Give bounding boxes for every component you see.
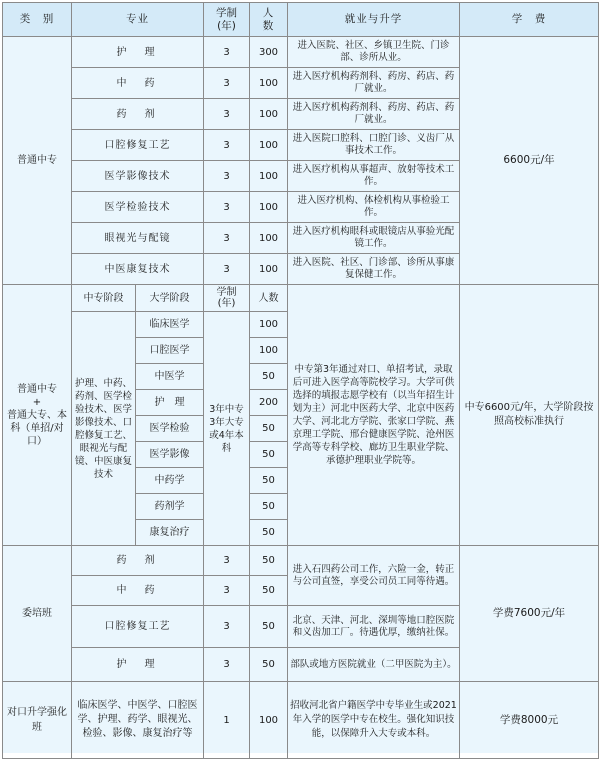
table-row — [3, 546, 599, 576]
daxue-major-cell: 康复治疗 — [136, 520, 204, 546]
employment-cell: 进入医疗机构药剂科、药房、药店、药厂就业。 — [288, 99, 460, 130]
major-cell: 医学检验技术 — [72, 192, 204, 223]
count-cell: 100 — [250, 130, 288, 161]
employment-cell: 进入医疗机构药剂科、药房、药店、药厂就业。 — [288, 68, 460, 99]
duikou-majors: 临床医学、中医学、口腔医学、护理、药学、眼视光、检验、影像、康复治疗等 — [72, 682, 204, 759]
category-putong: 普通中专 — [3, 37, 72, 285]
table-row — [3, 37, 599, 68]
daxue-major-cell: 医学检验 — [136, 416, 204, 442]
employment-cell: 进入医院、社区、乡镇卫生院、门诊部、诊所从业。 — [288, 37, 460, 68]
category-benke: 普通中专 + 普通大专、本科（单招/对口） — [3, 285, 72, 546]
employment-cell: 进入医疗机构眼科或眼镜店从事验光配镜工作。 — [288, 223, 460, 254]
years-cell: 3 — [204, 648, 250, 682]
count-cell: 200 — [250, 390, 288, 416]
weipei-employment-2: 北京、天津、河北、深圳等地口腔医院和义齿加工厂。待遇优厚，缴纳社保。 — [288, 606, 460, 648]
count-cell: 50 — [250, 442, 288, 468]
header-employment: 就业与升学 — [288, 3, 460, 37]
years-cell: 3 — [204, 192, 250, 223]
count-cell: 100 — [250, 312, 288, 338]
years-cell: 3 — [204, 254, 250, 285]
fee-duikou: 学费8000元 — [460, 682, 599, 759]
years-cell: 3 — [204, 606, 250, 648]
count-cell: 100 — [250, 99, 288, 130]
header-fee: 学 费 — [460, 3, 599, 37]
employment-cell: 进入医院、社区、门诊部、诊所从事康复保健工作。 — [288, 254, 460, 285]
count-cell: 300 — [250, 37, 288, 68]
daxue-major-cell: 临床医学 — [136, 312, 204, 338]
category-duikou: 对口升学强化班 — [3, 682, 72, 759]
enrollment-table — [2, 2, 598, 753]
count-cell: 100 — [250, 254, 288, 285]
subheader-zhongzhuan: 中专阶段 — [72, 285, 136, 312]
daxue-major-cell: 中药学 — [136, 468, 204, 494]
table-row — [3, 682, 599, 759]
header-duration: 学制 (年) — [204, 3, 250, 37]
daxue-major-cell: 护 理 — [136, 390, 204, 416]
fee-benke: 中专6600元/年，大学阶段按照高校标准执行 — [460, 285, 599, 546]
header-count: 人 数 — [250, 3, 288, 37]
fee-putong: 6600元/年 — [460, 37, 599, 285]
years-cell: 3 — [204, 99, 250, 130]
major-cell: 药 剂 — [72, 99, 204, 130]
years-cell: 3 — [204, 68, 250, 99]
major-cell: 药 剂 — [72, 546, 204, 576]
count-cell: 100 — [250, 682, 288, 759]
years-cell: 3 — [204, 576, 250, 606]
major-cell: 中 药 — [72, 576, 204, 606]
years-cell: 3 — [204, 223, 250, 254]
count-cell: 50 — [250, 520, 288, 546]
major-cell: 中 药 — [72, 68, 204, 99]
employment-cell: 进入医院口腔科、口腔门诊、义齿厂从事技术工作。 — [288, 130, 460, 161]
weipei-employment-3: 部队或地方医院就业（二甲医院为主）。 — [288, 648, 460, 682]
benke-years: 3年中专 3年大专或4年本科 — [204, 312, 250, 546]
subheader-count: 人数 — [250, 285, 288, 312]
category-weipei: 委培班 — [3, 546, 72, 682]
count-cell: 50 — [250, 648, 288, 682]
subheader-years: 学制 (年) — [204, 285, 250, 312]
major-cell: 护 理 — [72, 648, 204, 682]
years-cell: 1 — [204, 682, 250, 759]
daxue-major-cell: 口腔医学 — [136, 338, 204, 364]
benke-employment: 中专第3年通过对口、单招考试，录取后可进入医学高等院校学习。大学可供选择的填报志愿学校有（以当年招生计划为主）河北中医药大学、北京中医药大学、河北北方学院、张家口学院、燕京理工学院、邢台健康医学院、沧州医学高等专科学校、廊坊卫生职业学院、承德护理职业学院等。 — [288, 285, 460, 546]
count-cell: 50 — [250, 416, 288, 442]
major-cell: 眼视光与配镜 — [72, 223, 204, 254]
enrollment-grid — [2, 2, 599, 759]
benke-subheader-row — [3, 285, 599, 312]
zhongzhuan-majors: 护理、中药、药剂、医学检验技术、医学影像技术、口腔修复工艺、眼视光与配镜、中医康复技术 — [72, 312, 136, 546]
weipei-employment-1: 进入石四药公司工作，六险一金，转正与公司直签，享受公司员工同等待遇。 — [288, 546, 460, 606]
header-row — [3, 3, 599, 37]
employment-cell: 进入医疗机构从事超声、放射等技术工作。 — [288, 161, 460, 192]
count-cell: 100 — [250, 68, 288, 99]
count-cell: 50 — [250, 606, 288, 648]
count-cell: 50 — [250, 468, 288, 494]
count-cell: 50 — [250, 576, 288, 606]
count-cell: 50 — [250, 494, 288, 520]
major-cell: 口腔修复工艺 — [72, 130, 204, 161]
years-cell: 3 — [204, 546, 250, 576]
daxue-major-cell: 医学影像 — [136, 442, 204, 468]
count-cell: 50 — [250, 546, 288, 576]
count-cell: 100 — [250, 338, 288, 364]
daxue-major-cell: 药剂学 — [136, 494, 204, 520]
major-cell: 医学影像技术 — [72, 161, 204, 192]
count-cell: 100 — [250, 161, 288, 192]
years-cell: 3 — [204, 161, 250, 192]
count-cell: 100 — [250, 223, 288, 254]
major-cell: 口腔修复工艺 — [72, 606, 204, 648]
major-cell: 中医康复技术 — [72, 254, 204, 285]
fee-weipei: 学费7600元/年 — [460, 546, 599, 682]
duikou-employment: 招收河北省户籍医学中专毕业生或2021年入学的医学中专在校生。强化知识技能，以保障升入大专或本科。 — [288, 682, 460, 759]
count-cell: 50 — [250, 364, 288, 390]
daxue-major-cell: 中医学 — [136, 364, 204, 390]
years-cell: 3 — [204, 130, 250, 161]
count-cell: 100 — [250, 192, 288, 223]
employment-cell: 进入医疗机构、体检机构从事检验工作。 — [288, 192, 460, 223]
header-major: 专业 — [72, 3, 204, 37]
header-category: 类 别 — [3, 3, 72, 37]
years-cell: 3 — [204, 37, 250, 68]
subheader-daxue: 大学阶段 — [136, 285, 204, 312]
major-cell: 护 理 — [72, 37, 204, 68]
